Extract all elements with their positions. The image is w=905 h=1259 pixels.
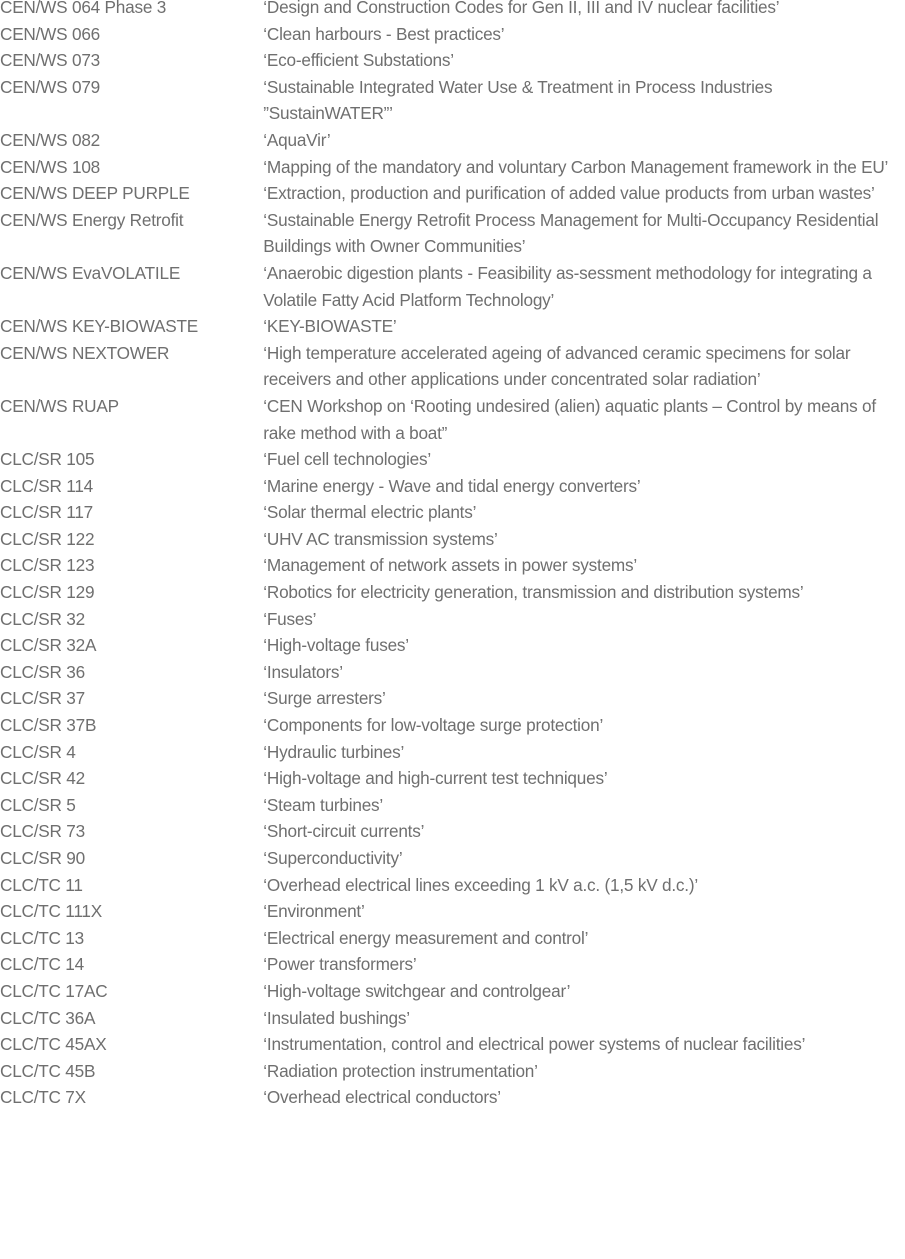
committee-code: CLC/TC 45B — [0, 1060, 96, 1081]
table-row — [0, 898, 905, 925]
table-row — [0, 21, 905, 48]
table-row — [0, 47, 905, 74]
committee-title: ‘Marine energy - Wave and tidal energy converters’ — [263, 475, 641, 496]
committee-code: CLC/SR 37 — [0, 688, 85, 709]
committee-title: ‘Short-circuit currents’ — [263, 821, 425, 842]
table-row — [0, 792, 905, 819]
table-row — [0, 446, 905, 473]
committee-code: CLC/SR 117 — [0, 502, 94, 523]
committee-title: ‘Overhead electrical conductors’ — [263, 1087, 501, 1108]
committee-title: ‘Hydraulic turbines’ — [263, 741, 405, 762]
table-row — [0, 552, 905, 579]
committee-title: ‘Radiation protection instrumentation’ — [263, 1060, 538, 1081]
committee-title: ‘Electrical energy measurement and control’ — [263, 927, 589, 948]
table-row — [0, 0, 905, 21]
committee-code: CLC/SR 114 — [0, 475, 94, 496]
table-row — [0, 207, 905, 260]
committee-code: CEN/WS KEY-BIOWASTE — [0, 316, 198, 337]
committee-title: ‘Insulators’ — [263, 661, 343, 682]
committee-title: ‘AquaVir’ — [263, 129, 331, 150]
table-row — [0, 1058, 905, 1085]
committee-title: ‘Steam turbines’ — [263, 794, 384, 815]
committee-code: CLC/TC 7X — [0, 1087, 86, 1108]
committee-title: ‘High-voltage fuses’ — [263, 635, 409, 656]
committee-code: CLC/TC 36A — [0, 1007, 96, 1028]
committee-title: ‘Sustainable Integrated Water Use & Treatment in Process Industries ”SustainWATER”’ — [263, 76, 773, 124]
committee-title: ‘High temperature accelerated ageing of advanced ceramic specimens for solar receivers and other applications under concentrated solar radiation’ — [263, 342, 851, 390]
table-row — [0, 685, 905, 712]
committee-title: ‘Components for low-voltage surge protection’ — [263, 715, 604, 736]
table-row — [0, 951, 905, 978]
table-row — [0, 473, 905, 500]
committee-code: CEN/WS DEEP PURPLE — [0, 183, 190, 204]
committee-title: ‘Eco-efficient Substations’ — [263, 50, 454, 71]
committee-code: CLC/SR 129 — [0, 582, 95, 603]
committee-code: CLC/TC 11 — [0, 874, 83, 895]
committee-code: CEN/WS Energy Retrofit — [0, 209, 184, 230]
committee-title: ‘Overhead electrical lines exceeding 1 kV a.c. (1,5 kV d.c.)’ — [263, 874, 698, 895]
committee-code: CLC/SR 37B — [0, 715, 97, 736]
table-row — [0, 154, 905, 181]
committee-code: CLC/TC 45AX — [0, 1034, 107, 1055]
table-row — [0, 1084, 905, 1111]
table-row — [0, 1031, 905, 1058]
table-row — [0, 499, 905, 526]
committee-title: ‘High-voltage and high-current test techniques’ — [263, 768, 608, 789]
committee-code: CLC/SR 36 — [0, 661, 85, 682]
committee-code: CEN/WS NEXTOWER — [0, 342, 170, 363]
committee-title: ‘Environment’ — [263, 901, 365, 922]
table-row — [0, 127, 905, 154]
committee-title: ‘Fuses’ — [263, 608, 317, 629]
committee-title: ‘Anaerobic digestion plants - Feasibility as-sessment methodology for integrating a Volatile Fatty Acid Platform Technology’ — [263, 262, 872, 310]
committee-title: ‘Solar thermal electric plants’ — [263, 502, 477, 523]
committee-code: CLC/SR 123 — [0, 555, 95, 576]
committee-code: CEN/WS RUAP — [0, 395, 119, 416]
committee-code: CEN/WS 079 — [0, 76, 101, 97]
committee-code: CLC/SR 32A — [0, 635, 97, 656]
committee-code: CLC/SR 122 — [0, 528, 95, 549]
committee-title: ‘High-voltage switchgear and controlgear’ — [263, 980, 571, 1001]
table-row — [0, 340, 905, 393]
committee-code: CLC/SR 42 — [0, 768, 85, 789]
committee-code: CLC/SR 73 — [0, 821, 85, 842]
committee-title: ‘Extraction, production and purification of added value products from urban wastes’ — [263, 183, 875, 204]
committee-title: ‘Power transformers’ — [263, 954, 417, 975]
table-row — [0, 818, 905, 845]
committee-code: CLC/SR 90 — [0, 848, 85, 868]
table-row — [0, 765, 905, 792]
table-row — [0, 526, 905, 553]
committee-title: ‘Mapping of the mandatory and voluntary Carbon Management framework in the EU’ — [263, 156, 889, 177]
committee-title: ‘Clean harbours - Best practices’ — [263, 23, 505, 44]
committee-code: CLC/TC 17AC — [0, 980, 108, 1001]
committee-title: ‘Management of network assets in power systems’ — [263, 555, 637, 576]
committee-code: CLC/TC 13 — [0, 927, 84, 948]
table-row — [0, 872, 905, 899]
committee-title: ‘CEN Workshop on ‘Rooting undesired (alien) aquatic plants – Control by means of rake method with a boat” — [263, 395, 876, 443]
committee-code: CLC/TC 14 — [0, 954, 84, 975]
committee-code: CLC/SR 105 — [0, 449, 95, 470]
committee-title: ‘Insulated bushings’ — [263, 1007, 410, 1028]
table-row — [0, 1005, 905, 1032]
committee-title: ‘Robotics for electricity generation, transmission and distribution systems’ — [263, 582, 804, 603]
table-row — [0, 606, 905, 633]
table-row — [0, 313, 905, 340]
committee-code: CEN/WS 108 — [0, 156, 101, 177]
committee-title: ‘Superconductivity’ — [263, 848, 403, 868]
table-row — [0, 739, 905, 766]
table-row — [0, 659, 905, 686]
committee-code: CLC/TC 111X — [0, 901, 103, 922]
table-row — [0, 712, 905, 739]
committee-title: ‘Design and Construction Codes for Gen II, III and IV nuclear facilities’ — [263, 0, 780, 17]
table-row — [0, 579, 905, 606]
committee-code: CLC/SR 5 — [0, 794, 76, 815]
table-row — [0, 180, 905, 207]
committee-code: CEN/WS 082 — [0, 129, 101, 150]
table-row — [0, 393, 905, 446]
table-row — [0, 845, 905, 872]
committee-code: CEN/WS 064 Phase 3 — [0, 0, 167, 17]
table-row — [0, 978, 905, 1005]
table-row — [0, 632, 905, 659]
table-row — [0, 74, 905, 127]
table-row — [0, 925, 905, 952]
committee-code: CLC/SR 4 — [0, 741, 76, 762]
committee-title: ‘KEY-BIOWASTE’ — [263, 316, 397, 337]
committee-title: ‘UHV AC transmission systems’ — [263, 528, 498, 549]
committee-code: CEN/WS 066 — [0, 23, 101, 44]
committee-code: CLC/SR 32 — [0, 608, 85, 629]
committee-code: CEN/WS EvaVOLATILE — [0, 262, 181, 283]
committee-code: CEN/WS 073 — [0, 50, 101, 71]
table-row — [0, 260, 905, 313]
committee-title: ‘Instrumentation, control and electrical power systems of nuclear facilities’ — [263, 1034, 806, 1055]
committee-title: ‘Surge arresters’ — [263, 688, 386, 709]
committee-title: ‘Fuel cell technologies’ — [263, 449, 431, 470]
committee-title: ‘Sustainable Energy Retrofit Process Management for Multi-Occupancy Residential Buildings with Owner Communities’ — [263, 209, 879, 257]
